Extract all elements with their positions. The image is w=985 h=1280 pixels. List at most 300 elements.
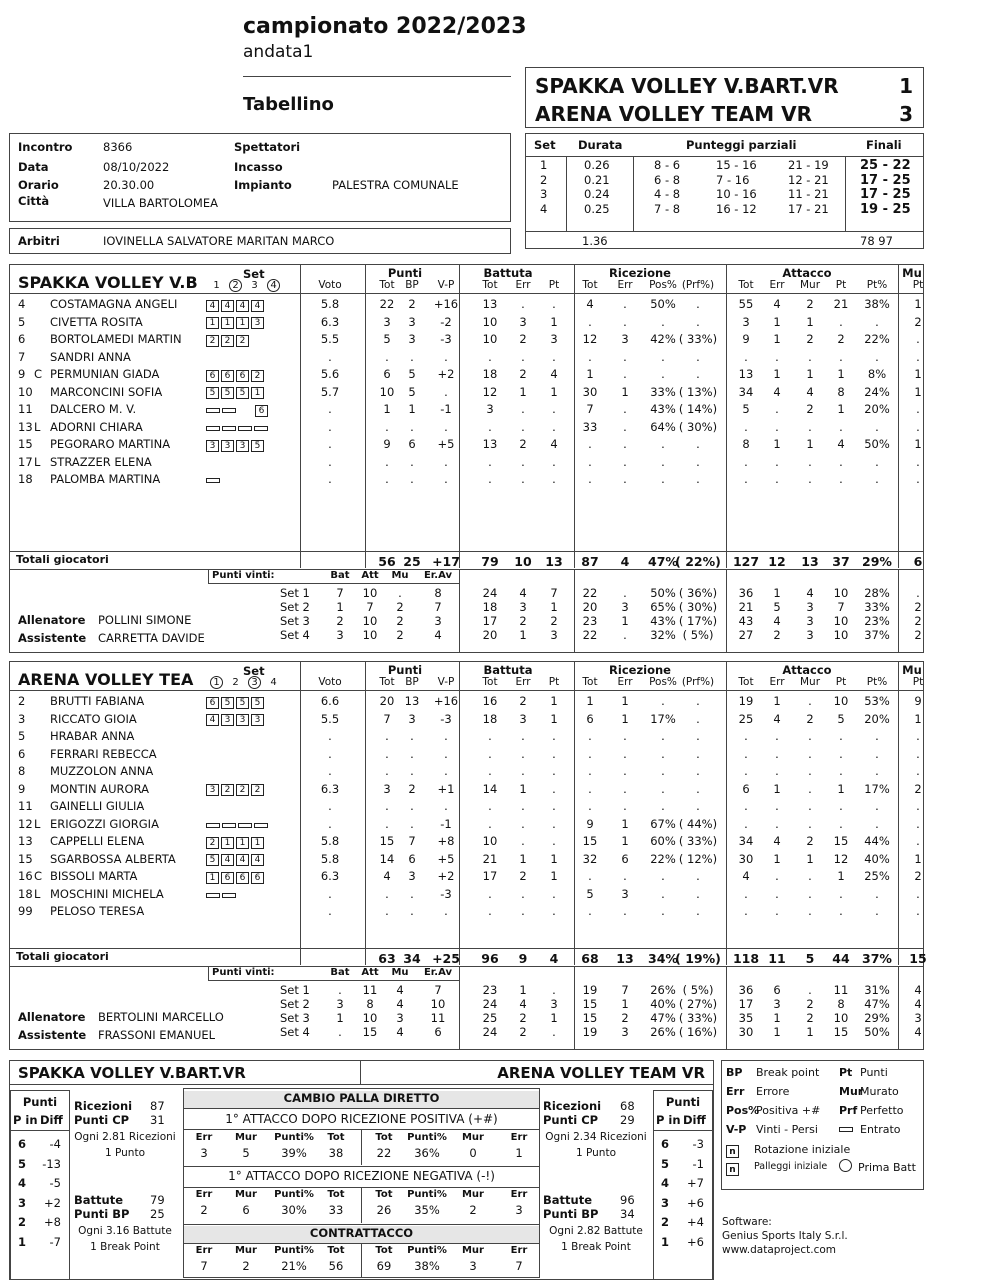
rotation-number: 5 — [661, 1156, 670, 1171]
rotation-position: 1 — [221, 317, 234, 329]
home-rot-punti: Punti — [22, 1095, 58, 1109]
away-rot-punti: Punti — [665, 1095, 701, 1109]
set-stat-cell: . — [338, 1025, 342, 1039]
punti-vinti-label: Punti vinti: — [212, 967, 275, 978]
set-stat-cell: 7 — [366, 600, 374, 614]
stat-cell: . — [552, 746, 556, 761]
pv-header-erav: Er.Av — [423, 570, 453, 581]
stat-cell: 2 — [806, 402, 814, 416]
stat-cell: . — [661, 349, 665, 364]
stat-cell: 6 — [408, 437, 416, 451]
cp-header: Tot — [327, 1189, 345, 1200]
label-citta: Città — [18, 194, 50, 208]
stat-cell: . — [696, 869, 700, 883]
rotation-position: 4 — [251, 300, 264, 312]
stat-cell: . — [328, 904, 332, 918]
stat-cell: 5 — [837, 711, 845, 726]
cp-header: Punti% — [407, 1189, 447, 1200]
stat-cell: . — [488, 764, 492, 778]
player-number: 15 — [18, 851, 33, 866]
home-bat-note2: 1 Break Point — [90, 1241, 160, 1253]
stat-cell: 1 — [773, 367, 781, 381]
section-title: Tabellino — [243, 94, 334, 115]
set-stat-cell: 10 — [430, 997, 446, 1011]
player-role: C — [34, 869, 43, 883]
team-name: SPAKKA VOLLEY V.B — [18, 273, 198, 292]
entered-marker — [254, 426, 268, 431]
entered-marker — [222, 408, 236, 413]
home-rot-diff: Diff — [40, 1113, 63, 1127]
set-duration: 0.25 — [584, 201, 610, 216]
stat-cell: 4 — [806, 384, 814, 399]
stat-cell: 5.7 — [320, 384, 340, 399]
stat-cell: . — [588, 904, 592, 918]
rotation-diff: +6 — [687, 1195, 704, 1210]
set-number-indicator: 2 — [229, 279, 242, 292]
away-battute: 96 — [620, 1193, 635, 1207]
stat-cell: . — [328, 472, 332, 486]
stat-cell: 50% — [864, 437, 890, 451]
set-stat-cell: 2 — [396, 600, 404, 614]
set-stat-cell: 19 — [582, 983, 598, 997]
legend-palleggi: Palleggi iniziale — [754, 1161, 828, 1172]
stat-cell: . — [521, 799, 525, 813]
legend-box — [721, 1060, 924, 1190]
stat-cell: 1 — [806, 367, 814, 381]
team-b-stats — [9, 661, 927, 1050]
rotation-number: 5 — [18, 1156, 27, 1171]
set-stat-cell: 4 — [434, 628, 442, 642]
subheader-tot: Tot — [738, 676, 754, 688]
rotation-position: 1 — [236, 837, 249, 849]
rotation-number: 2 — [661, 1215, 670, 1229]
subheader-pos: Pos% — [649, 676, 677, 688]
stat-cell: . — [744, 746, 748, 761]
legend-desc: Errore — [756, 1085, 790, 1098]
set-stat-cell: 6 — [434, 1025, 442, 1039]
stat-cell: . — [696, 781, 700, 796]
stat-cell: . — [552, 472, 556, 486]
stat-cell: . — [488, 419, 492, 434]
subheader-voto: Voto — [318, 279, 342, 291]
cp-header: Mur — [234, 1245, 257, 1256]
stat-cell: ( 33%) — [678, 834, 718, 848]
cp-header: Mur — [461, 1189, 484, 1200]
total-cell: 29% — [862, 554, 892, 569]
stat-cell: 1 — [773, 694, 781, 708]
stat-cell: . — [916, 764, 920, 778]
set-stat-cell: 7 — [550, 586, 558, 600]
cp-header: Err — [195, 1189, 213, 1200]
stat-cell: . — [775, 746, 779, 761]
stat-cell: 1 — [806, 314, 814, 329]
set-partial-1: 4 - 8 — [654, 187, 681, 201]
rotation-position: 3 — [236, 440, 249, 452]
stat-cell: . — [444, 454, 448, 469]
rotation-number: 4 — [661, 1176, 670, 1190]
stat-cell: . — [775, 816, 779, 831]
set-stat-cell: 47% — [864, 997, 890, 1011]
player-name: HRABAR ANNA — [50, 729, 135, 743]
set-stat-cell: 24 — [482, 586, 498, 600]
cp-header: Tot — [375, 1189, 393, 1200]
cp-header: Punti% — [274, 1132, 314, 1143]
stat-cell: . — [839, 314, 843, 329]
cambio-palla-box — [183, 1088, 540, 1278]
stat-cell: 33% — [650, 384, 676, 399]
stat-cell: . — [623, 367, 627, 381]
assistant-label: Assistente — [18, 1028, 87, 1042]
rotation-number: 6 — [661, 1137, 670, 1151]
total-cell: 13 — [801, 554, 819, 569]
set-number-indicator: 3 — [251, 280, 258, 291]
player-name: MONTIN AURORA — [50, 781, 149, 796]
stat-cell: ( 14%) — [678, 402, 718, 416]
stat-cell: +16 — [433, 297, 459, 311]
player-number: 8 — [18, 764, 26, 778]
stat-cell: . — [916, 419, 920, 434]
stat-cell: . — [552, 799, 556, 813]
stat-cell: 3 — [519, 314, 527, 329]
stat-cell: 8% — [867, 367, 887, 381]
stat-cell: . — [552, 349, 556, 364]
player-name: STRAZZER ELENA — [50, 454, 152, 469]
totals-label: Totali giocatori — [16, 553, 109, 566]
player-number: 11 — [18, 799, 33, 813]
stat-cell: 2 — [519, 869, 527, 883]
player-name: PERMUNIAN GIADA — [50, 367, 160, 381]
stat-cell: . — [808, 729, 812, 743]
stat-cell: . — [808, 472, 812, 486]
set-stat-cell: 27 — [738, 628, 754, 642]
pv-header-erav: Er.Av — [423, 967, 453, 978]
set-stat-cell: ( 17%) — [678, 614, 718, 628]
rotation-position: 2 — [251, 370, 264, 382]
stat-cell: 1 — [586, 367, 594, 381]
set-partial-2: 16 - 12 — [716, 201, 757, 216]
stat-cell: 15 — [833, 834, 849, 848]
total-cell: 6 — [913, 554, 923, 569]
stat-cell: . — [588, 472, 592, 486]
set-stat-cell: 1 — [621, 997, 629, 1011]
player-rotations — [206, 316, 266, 330]
rotation-position: 3 — [251, 317, 264, 329]
set-stat-cell: 3 — [396, 1011, 404, 1025]
stat-cell: 19 — [738, 694, 754, 708]
set-stat-cell: 4 — [396, 983, 404, 997]
stat-cell: . — [875, 349, 879, 364]
stat-cell: . — [661, 454, 665, 469]
stat-cell: . — [839, 886, 843, 901]
stat-cell: 24% — [864, 384, 890, 399]
set-stat-cell: 3 — [621, 1025, 629, 1039]
rotation-position: 6 — [255, 405, 268, 417]
set-final: 17 - 25 — [860, 187, 911, 202]
set-stat-cell: 11 — [833, 983, 849, 997]
stat-cell: 1 — [837, 367, 845, 381]
stat-cell: 5.5 — [320, 711, 340, 726]
rotation-position: 1 — [221, 837, 234, 849]
cp-header: Mur — [461, 1132, 484, 1143]
total-cell: 37 — [832, 554, 850, 569]
player-name: PALOMBA MARTINA — [50, 472, 161, 486]
stat-cell: 17% — [864, 781, 890, 796]
stat-cell: . — [385, 764, 389, 778]
cp-header: Punti% — [274, 1189, 314, 1200]
stat-cell: 1 — [806, 437, 814, 451]
stat-cell: ( 30%) — [678, 419, 718, 434]
cp-home-value: 56 — [328, 1259, 344, 1273]
stat-cell: . — [552, 764, 556, 778]
stat-cell: 6.3 — [320, 781, 340, 796]
header-set: Set — [243, 664, 265, 678]
stat-cell: . — [775, 904, 779, 918]
stat-cell: . — [808, 349, 812, 364]
stat-cell: . — [875, 746, 879, 761]
player-rotations — [206, 800, 274, 814]
sets-header-finali: Finali — [866, 138, 902, 152]
subheader-tot: Tot — [482, 676, 498, 688]
stat-cell: 10 — [482, 314, 498, 329]
stat-cell: . — [808, 904, 812, 918]
subheader-voto: Voto — [318, 676, 342, 688]
player-number: 5 — [18, 314, 26, 329]
player-number: 17 — [18, 454, 33, 469]
stat-cell: . — [916, 834, 920, 848]
home-ricezioni-label: Ricezioni — [74, 1099, 133, 1113]
set-stat-cell: 17 — [482, 614, 498, 628]
stat-cell: . — [552, 886, 556, 901]
rotation-position: 3 — [221, 440, 234, 452]
set-stat-cell: 4 — [519, 586, 527, 600]
header-attacco: Attacco — [782, 663, 832, 677]
stat-cell: . — [521, 904, 525, 918]
stat-cell: 1 — [519, 851, 527, 866]
set-stat-cell: 65% — [650, 600, 676, 614]
subheader-mur: Mur — [799, 676, 821, 688]
rotation-number: 1 — [18, 1234, 27, 1249]
set-duration: 0.24 — [584, 187, 610, 201]
subheader-vp: V-P — [437, 279, 455, 291]
stat-cell: . — [808, 816, 812, 831]
stat-cell: +8 — [437, 834, 455, 848]
stat-cell: 50% — [650, 297, 676, 311]
player-name: MARCONCINI SOFIA — [50, 384, 163, 399]
stat-cell: 5 — [408, 367, 416, 381]
home-battute-label: Battute — [74, 1193, 124, 1207]
stat-cell: 1 — [621, 834, 629, 848]
cp-header: Punti% — [407, 1245, 447, 1256]
stat-cell: 1 — [914, 437, 922, 451]
set-stat-cell: 10 — [362, 1011, 378, 1025]
stat-cell: ( 13%) — [678, 384, 718, 399]
stat-cell: . — [916, 729, 920, 743]
value-citta: VILLA BARTOLOMEA — [103, 196, 218, 210]
subheader-tot: Tot — [738, 279, 754, 291]
entered-marker — [254, 823, 268, 828]
stat-cell: 14 — [379, 851, 395, 866]
set-stat-cell: 33% — [864, 600, 890, 614]
player-number: 9 — [18, 781, 26, 796]
stat-cell: 13 — [404, 694, 420, 708]
stat-cell: 7 — [383, 711, 391, 726]
stat-cell: 10 — [833, 694, 849, 708]
stat-cell: . — [385, 419, 389, 434]
total-cell: 4 — [549, 951, 559, 966]
set-stat-cell: 36 — [738, 586, 754, 600]
set-number: 1 — [540, 158, 548, 172]
stat-cell: 2 — [806, 834, 814, 848]
set-number: 2 — [540, 172, 548, 187]
stat-cell: 1 — [773, 781, 781, 796]
set-stat-cell: . — [808, 983, 812, 997]
total-cell: 5 — [805, 951, 815, 966]
cp-home-value: 38 — [328, 1146, 344, 1160]
set-stat-cell: 22 — [582, 586, 598, 600]
stat-cell: . — [552, 402, 556, 416]
stat-cell: 1 — [621, 816, 629, 831]
stat-cell: 3 — [408, 711, 416, 726]
label-data: Data — [18, 160, 49, 174]
stat-cell: . — [696, 314, 700, 329]
stat-cell: 21 — [482, 851, 498, 866]
value-incontro: 8366 — [103, 140, 133, 154]
home-team-name: SPAKKA VOLLEY V.BART.VR — [535, 74, 839, 98]
total-duration: 1.36 — [582, 234, 608, 248]
set-number-indicator: 1 — [213, 280, 220, 291]
stat-cell: . — [521, 834, 525, 848]
stat-cell: . — [875, 799, 879, 813]
player-name: BRUTTI FABIANA — [50, 694, 145, 708]
stat-cell: 3 — [383, 781, 391, 796]
sets-header-parziali: Punteggi parziali — [686, 138, 797, 152]
stat-cell: . — [875, 764, 879, 778]
cp-home-value: 6 — [242, 1203, 250, 1217]
stat-cell: . — [839, 729, 843, 743]
set-stat-cell: 23% — [864, 614, 890, 628]
set-partial-1: 8 - 6 — [654, 158, 681, 172]
stat-cell: 3 — [408, 869, 416, 883]
stat-cell: . — [410, 886, 414, 901]
stat-cell: . — [385, 729, 389, 743]
set-stat-cell: 5 — [773, 600, 781, 614]
stat-cell: 44% — [864, 834, 890, 848]
legend-abbr: Prf — [839, 1104, 858, 1117]
stat-cell: . — [410, 816, 414, 831]
away-puntibp: 34 — [620, 1207, 635, 1221]
stat-cell: 18 — [482, 711, 498, 726]
stat-cell: . — [808, 694, 812, 708]
stat-cell: 25% — [864, 869, 890, 883]
stat-cell: . — [839, 799, 843, 813]
stat-cell: . — [696, 297, 700, 311]
set-stat-cell: 7 — [837, 600, 845, 614]
stat-cell: 33 — [582, 419, 598, 434]
player-role: C — [34, 367, 43, 381]
stat-cell: . — [444, 764, 448, 778]
player-role: L — [34, 454, 41, 469]
cp-header: Err — [510, 1132, 528, 1143]
stat-cell: . — [875, 886, 879, 901]
set-stat-cell: 2 — [519, 1011, 527, 1025]
player-rotations — [206, 783, 266, 797]
subheader-ptp: Pt% — [866, 279, 888, 291]
stat-cell: . — [775, 764, 779, 778]
player-name: DALCERO M. V. — [50, 402, 137, 416]
stat-cell: . — [875, 904, 879, 918]
stat-cell: . — [488, 349, 492, 364]
stat-cell: 9 — [742, 332, 750, 346]
total-cell: 37% — [862, 951, 892, 966]
stat-cell: . — [328, 437, 332, 451]
stat-cell: . — [444, 904, 448, 918]
set-stat-cell: . — [552, 1025, 556, 1039]
stat-cell: 34 — [738, 384, 754, 399]
cp-away-value: 3 — [469, 1259, 477, 1273]
label-spettatori: Spettatori — [234, 140, 301, 154]
stat-cell: 6 — [621, 851, 629, 866]
total-points: 78 97 — [860, 234, 893, 248]
set-partial-1: 7 - 8 — [654, 201, 681, 216]
match-score-box — [525, 67, 924, 128]
subheader-err: Err — [769, 676, 785, 688]
player-rotations — [206, 333, 268, 347]
total-cell: +17 — [432, 554, 460, 569]
subheader-vp: V-P — [437, 676, 455, 688]
player-name: MOSCHINI MICHELA — [50, 886, 164, 901]
total-cell: 25 — [403, 554, 421, 569]
total-cell: 127 — [732, 554, 760, 569]
stat-cell: 1 — [806, 851, 814, 866]
stat-cell: . — [775, 472, 779, 486]
stat-cell: 1 — [914, 297, 922, 311]
stat-cell: . — [444, 729, 448, 743]
player-rotations — [206, 386, 266, 400]
stat-cell: . — [552, 454, 556, 469]
rotation-position: 3 — [206, 784, 219, 796]
stat-cell: 13 — [482, 297, 498, 311]
stat-cell: . — [808, 419, 812, 434]
rotation-position: 3 — [236, 714, 249, 726]
player-rotations — [206, 403, 270, 417]
set-final: 19 - 25 — [860, 201, 911, 217]
label-impianto: Impianto — [234, 178, 292, 192]
away-ricezioni-label: Ricezioni — [543, 1099, 602, 1113]
stat-cell: 67% — [650, 816, 676, 831]
cp-away-value: 36% — [414, 1146, 440, 1160]
stat-cell: . — [875, 472, 879, 486]
set-stat-cell: 7 — [336, 586, 344, 600]
stat-cell: . — [588, 746, 592, 761]
set-label: Set 2 — [280, 600, 310, 614]
punti-vinti-label: Punti vinti: — [212, 570, 275, 581]
set-stat-cell: 43% — [650, 614, 676, 628]
stat-cell: . — [328, 419, 332, 434]
rotation-position: 6 — [236, 872, 249, 884]
player-rotations — [206, 695, 266, 709]
set-stat-cell: 2 — [914, 600, 922, 614]
away-punticp-label: Punti CP — [543, 1113, 599, 1127]
total-cell: 11 — [768, 951, 786, 966]
stat-cell: . — [696, 729, 700, 743]
stat-cell: 9 — [586, 816, 594, 831]
stat-cell: . — [744, 349, 748, 364]
entered-marker — [206, 478, 220, 483]
set-stat-cell: 3 — [621, 600, 629, 614]
set-stat-cell: 8 — [366, 997, 374, 1011]
stat-cell: . — [552, 419, 556, 434]
player-rotations — [206, 351, 274, 365]
